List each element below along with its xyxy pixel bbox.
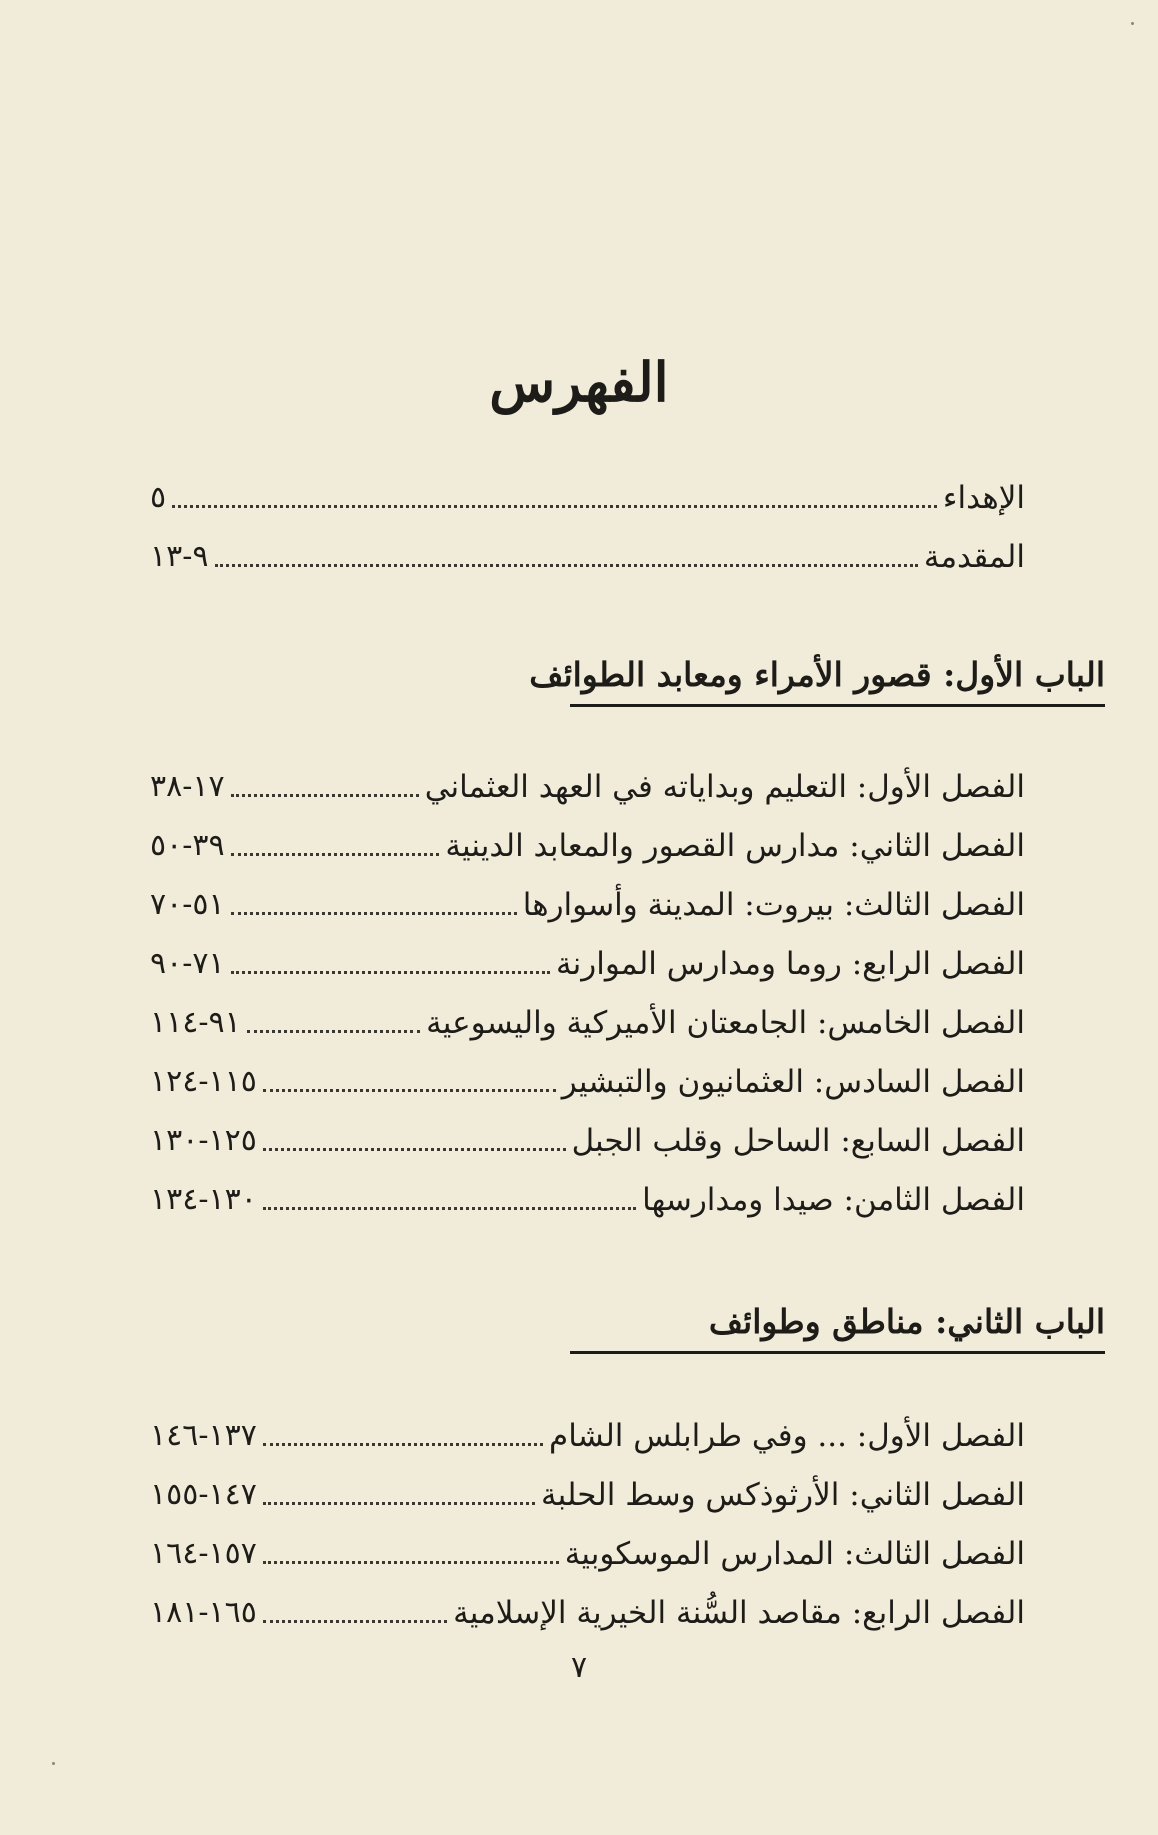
dot-leader: [263, 1207, 636, 1210]
toc-entry: [150, 1060, 1025, 1104]
toc-entry-pages: ٩-١٣: [150, 539, 209, 574]
toc-entry-label: الفصل السابع: الساحل وقلب الجبل: [571, 1123, 1025, 1159]
toc-entry-label: الفصل الرابع: روما ومدارس الموارنة: [556, 946, 1025, 982]
toc-entry: [150, 1532, 1025, 1576]
toc-entry: [150, 765, 1025, 809]
toc-entry-label: الفصل السادس: العثمانيون والتبشير: [561, 1064, 1025, 1100]
toc-entry: [150, 883, 1025, 927]
toc-entry: [150, 1001, 1025, 1045]
dot-leader: [231, 971, 550, 974]
paper-speck: [1131, 22, 1134, 25]
toc-entry: [150, 1414, 1025, 1458]
toc-entry-label: الفصل الخامس: الجامعتان الأميركية واليسوعية: [426, 1005, 1025, 1041]
toc-entry: [150, 1178, 1025, 1222]
toc-entry-pages: ١٥٧-١٦٤: [150, 1536, 257, 1571]
paper-speck: [52, 1762, 55, 1765]
toc-entry-label: الفصل الثاني: الأرثوذكس وسط الحلبة: [541, 1477, 1025, 1513]
toc-entry-pages: ٩١-١١٤: [150, 1005, 241, 1040]
toc-entry-pages: ١٧-٣٨: [150, 769, 225, 804]
toc-entry-pages: ١٦٥-١٨١: [150, 1595, 257, 1630]
toc-entry-label: الفصل الأول: ... وفي طرابلس الشام: [549, 1418, 1025, 1454]
toc-entry-label: الفصل الأول: التعليم وبداياته في العهد العثماني: [424, 769, 1025, 805]
dot-leader: [215, 564, 918, 567]
part-heading-text: الباب الأول: قصور الأمراء ومعابد الطوائف: [529, 655, 1105, 694]
dot-leader: [231, 794, 419, 797]
toc-entry-label: المقدمة: [923, 539, 1025, 575]
page-title: الفهرس: [489, 350, 669, 414]
dot-leader: [263, 1502, 535, 1505]
part-heading: [529, 655, 1105, 707]
toc-entry: [150, 1591, 1025, 1635]
toc-entry-label: الفصل الثالث: بيروت: المدينة وأسوارها: [522, 887, 1025, 923]
toc-entry-dedication: [150, 476, 1025, 520]
toc-entry-introduction: [150, 535, 1025, 579]
toc-entry-pages: ١٤٧-١٥٥: [150, 1477, 257, 1512]
dot-leader: [247, 1030, 420, 1033]
toc-entry-pages: ١٣٠-١٣٤: [150, 1182, 257, 1217]
toc-entry-pages: ٥: [150, 480, 167, 515]
dot-leader: [263, 1443, 543, 1446]
dot-leader: [231, 912, 517, 915]
toc-entry: [150, 942, 1025, 986]
toc-entry-label: الفصل الرابع: مقاصد السُّنة الخيرية الإسلامية: [453, 1595, 1025, 1631]
toc-entry-pages: ٥١-٧٠: [150, 887, 225, 922]
page-number: ٧: [570, 1650, 588, 1685]
toc-entry-pages: ١٣٧-١٤٦: [150, 1418, 257, 1453]
toc-entry: [150, 1473, 1025, 1517]
toc-entry-pages: ١٢٥-١٣٠: [150, 1123, 257, 1158]
toc-entry-label: الإهداء: [942, 480, 1025, 516]
toc-entry-pages: ٧١-٩٠: [150, 946, 225, 981]
dot-leader: [263, 1561, 559, 1564]
toc-entry: [150, 1119, 1025, 1163]
dot-leader: [231, 853, 440, 856]
dot-leader: [172, 505, 937, 508]
dot-leader: [263, 1089, 556, 1092]
toc-entry-label: الفصل الثالث: المدارس الموسكوبية: [564, 1536, 1025, 1572]
part-heading: [570, 1302, 1105, 1354]
toc-entry-pages: ١١٥-١٢٤: [150, 1064, 257, 1099]
dot-leader: [263, 1148, 566, 1151]
toc-entry-pages: ٣٩-٥٠: [150, 828, 225, 863]
toc-entry: [150, 824, 1025, 868]
dot-leader: [263, 1620, 447, 1623]
toc-entry-label: الفصل الثاني: مدارس القصور والمعابد الدينية: [445, 828, 1025, 864]
toc-entry-label: الفصل الثامن: صيدا ومدارسها: [642, 1182, 1025, 1218]
part-heading-text: الباب الثاني: مناطق وطوائف: [708, 1302, 1105, 1341]
